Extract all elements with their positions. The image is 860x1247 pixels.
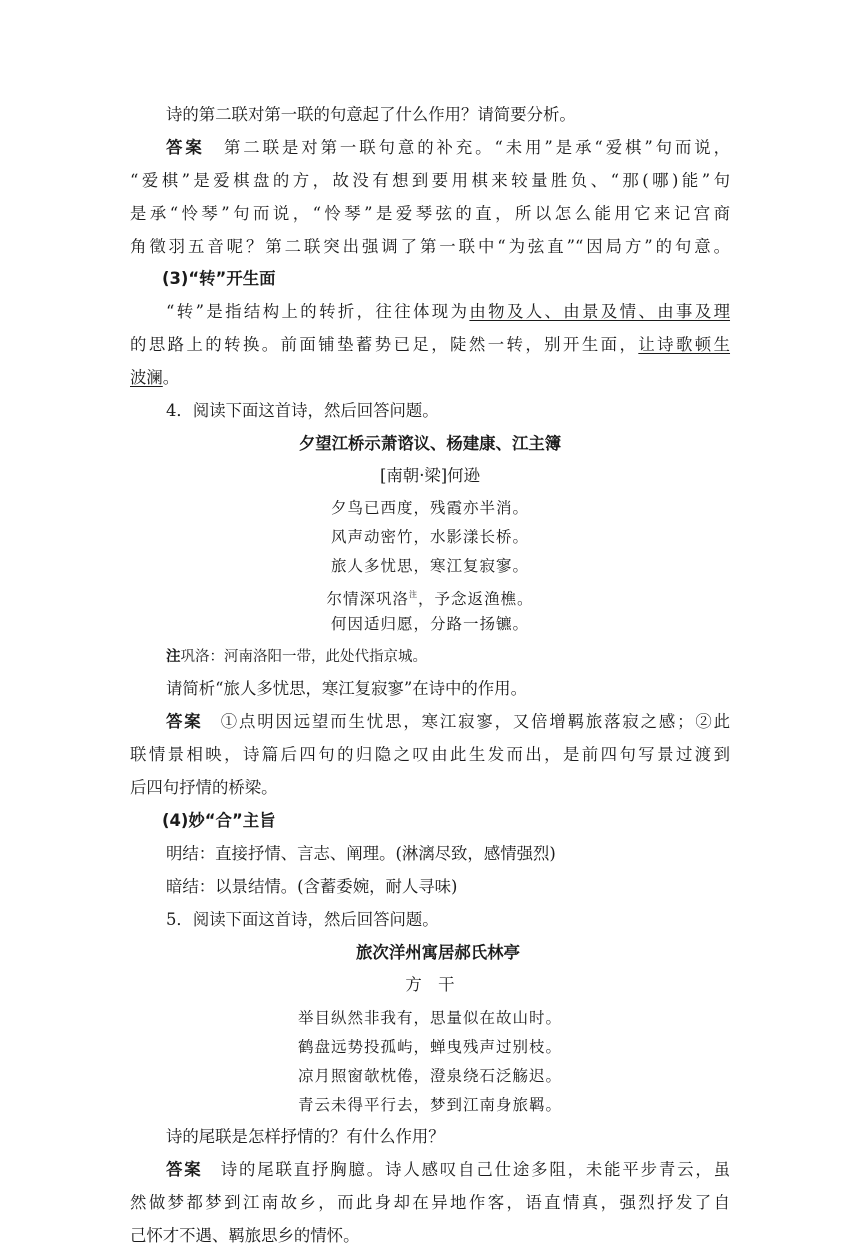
answer-label: 答案: [166, 138, 205, 157]
poem-line: 夕鸟已西度，残霞亦半消。: [330, 499, 529, 517]
answer-label: 答案: [166, 712, 203, 731]
answer-line: 己怀才不遇、羁旅思乡的情怀。: [130, 1226, 360, 1245]
question-text: 诗的尾联是怎样抒情的？有什么作用？: [166, 1127, 445, 1146]
poem-line: 旅人多忧思，寒江复寂寥。: [330, 557, 529, 575]
poem-author: [南朝·梁]何逊: [380, 466, 480, 485]
question-prompt: 5．阅读下面这首诗，然后回答问题。: [166, 910, 439, 929]
question-text: 诗的第二联对第一联的句意起了什么作用？请简要分析。: [166, 105, 576, 124]
body-line: “转”是指结构上的转折，往往体现为由物及人、由景及情、由事及理: [166, 302, 731, 321]
body-line: 暗结：以景结情。(含蓄委婉，耐人寻味): [166, 877, 458, 896]
poem-line: 举目纵然非我有，思量似在故山时。: [297, 1009, 562, 1027]
underlined-text: 让诗歌顿生: [638, 335, 731, 354]
poem-line: 鹤盘远势投孤屿，蝉曳残声过别枝。: [297, 1038, 562, 1056]
answer-line: 是承“怜琴”句而说，“怜琴”是爱琴弦的直，所以怎么能用它来记宫商: [130, 204, 730, 223]
question-text: 请简析“旅人多忧思，寒江复寂寥”在诗中的作用。: [166, 679, 527, 698]
answer-line: 后四句抒情的桥梁。: [130, 778, 278, 797]
answer-line: 联情景相映，诗篇后四句的归隐之叹由此生发而出，是前四句写景过渡到: [130, 745, 730, 764]
answer-line: 答案 诗的尾联直抒胸臆。诗人感叹自己仕途多阻，未能平步青云，虽: [166, 1160, 731, 1179]
section-heading: (3)“转”开生面: [162, 269, 276, 288]
footnote-marker: 注: [409, 590, 418, 599]
poem-line: 尔情深巩洛$^注$，予念返渔樵。: [326, 590, 534, 608]
poem-title: 夕望江桥示萧谘议、杨建康、江主簿: [298, 434, 562, 453]
poem-line: 风声动密竹，水影漾长桥。: [330, 528, 529, 546]
answer-line: 然做梦都梦到江南故乡，而此身却在异地作客，语直情真，强烈抒发了自: [130, 1193, 730, 1212]
note-label: 注: [166, 649, 181, 665]
question-prompt: 4．阅读下面这首诗，然后回答问题。: [166, 401, 439, 420]
body-line: 明结：直接抒情、言志、阐理。(淋漓尽致，感情强烈): [166, 844, 556, 863]
poem-line: 凉月照窗欹枕倦，澄泉绕石泛觞迟。: [297, 1067, 562, 1085]
answer-line: 答案 ①点明因远望而生忧思，寒江寂寥，又倍增羁旅落寂之感；②此: [166, 712, 731, 731]
poem-author: 方 干: [405, 975, 455, 994]
answer-line: “爱棋”是爱棋盘的方，故没有想到要用棋来较量胜负、“那(哪)能”句: [130, 171, 730, 190]
underlined-text: 波澜: [130, 368, 163, 387]
underlined-text: 由物及人、由景及情、由事及理: [469, 302, 731, 321]
poem-line: 何因适归愿，分路一扬镳。: [330, 615, 529, 633]
poem-title: 旅次洋州寓居郝氏林亭: [356, 943, 520, 962]
footnote: 注巩洛：河南洛阳一带，此处代指京城。: [166, 649, 427, 665]
section-heading: (4)妙“合”主旨: [162, 811, 276, 830]
body-line: 的思路上的转换。前面铺垫蓄势已足，陡然一转，别开生面，让诗歌顿生: [130, 335, 731, 354]
poem-line: 青云未得平行去，梦到江南身旅羁。: [297, 1096, 562, 1114]
answer-label: 答案: [166, 1160, 203, 1179]
answer-line: 答案 第二联是对第一联句意的补充。“未用”是承“爱棋”句而说，: [166, 138, 731, 157]
answer-line: 角徵羽五音呢？第二联突出强调了第一联中“为弦直”“因局方”的句意。: [130, 237, 730, 256]
body-line: 波澜。: [130, 368, 180, 387]
